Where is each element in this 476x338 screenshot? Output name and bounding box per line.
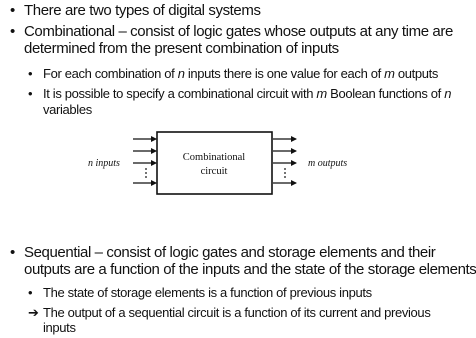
sub-bullet-text: For each combination of n inputs there is one value for each of m outputs xyxy=(43,66,439,81)
box-label-line1: Combinational xyxy=(182,152,246,163)
arrow-bullet-icon: ➔ xyxy=(28,305,39,320)
sub-bullet-text: The state of storage elements is a function of previous inputs xyxy=(43,285,372,300)
output-dots xyxy=(284,168,286,178)
bullet-text-line1: Combinational – consist of logic gates whose outputs at any time are xyxy=(24,23,453,40)
outputs-label: m outputs xyxy=(308,158,348,169)
bullet-dot: • xyxy=(10,2,15,19)
bullet-dot: • xyxy=(10,23,15,40)
bullet-text: There are two types of digital systems xyxy=(24,2,261,19)
bullet-dot: • xyxy=(28,66,33,81)
sub-bullet-text-line1: It is possible to specify a combinational circuit with m Boolean functions of n xyxy=(43,86,452,101)
input-arrows xyxy=(133,139,156,183)
bullet-text-line1: Sequential – consist of logic gates and storage elements and their xyxy=(24,244,436,261)
box-label-line2: circuit xyxy=(200,166,228,177)
bullet-dot: • xyxy=(10,244,15,261)
bullet-text-line2: determined from the present combination of inputs xyxy=(24,40,339,57)
circuit-box xyxy=(157,132,272,194)
sub-bullet-text-line2: inputs xyxy=(43,320,76,335)
input-dots xyxy=(145,168,147,178)
bullet-text-line2: outputs are a function of the inputs and the state of the storage elements xyxy=(24,261,476,278)
bullet-dot: • xyxy=(28,285,33,300)
inputs-label: n inputs xyxy=(88,158,120,169)
sub-bullet-text-line2: variables xyxy=(43,102,92,117)
bullet-dot: • xyxy=(28,86,33,101)
sub-bullet-text-line1: The output of a sequential circuit is a function of its current and previous xyxy=(43,305,431,320)
